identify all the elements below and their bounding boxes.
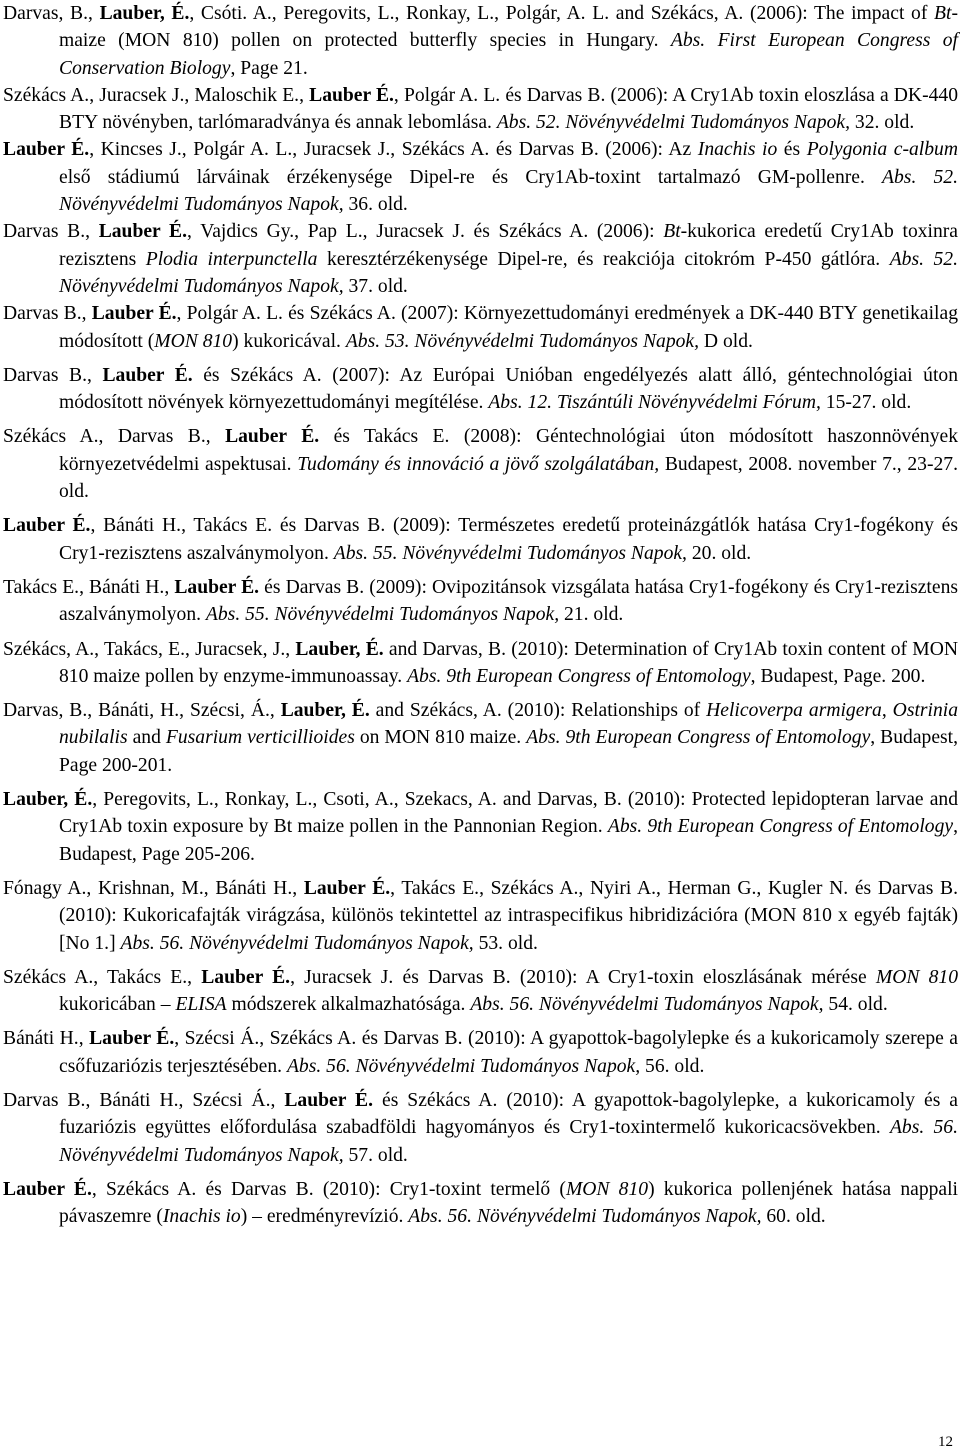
reference-text: , Peregovits, L., Ronkay, L., Csoti, A., Szekacs, A. and Darvas, B. (2010): Protected lepidopteran larvae and Cry1Ab toxin exposure by Bt maize pollen in the Pannonian Region.	[59, 789, 958, 838]
reference-text: Darvas B.,	[3, 364, 103, 386]
reference-text: and Darvas, B. (2010): Determination of Cry1Ab toxin content of MON 810 maize pollen by enzyme-immunoassay.	[59, 638, 958, 687]
reference-text: módszerek alkalmazhatósága.	[226, 994, 471, 1016]
author-highlight: Lauber É.	[102, 364, 193, 386]
italic-text: Polygonia c-album	[806, 139, 958, 161]
reference-text: és Darvas B. (2009): Ovipozitánsok vizsgálata hatása Cry1-fogékony és Cry1-rezisztens aszalványmolyon.	[59, 576, 958, 626]
author-highlight: Lauber É.	[174, 576, 260, 598]
reference-text: , Budapest, Page 205-206.	[59, 816, 958, 865]
reference-text: , Csóti. A., Peregovits, L., Ronkay, L., Polgár, A. L. and Székács, A. (2006): The impact of	[189, 3, 935, 24]
author-highlight: Lauber É.	[284, 1089, 374, 1111]
reference-text: kukoricában –	[59, 994, 176, 1016]
italic-text: Abs. 56. Növényvédelmi Tudományos Napok,	[408, 1206, 762, 1228]
author-highlight: Lauber, É.	[280, 700, 370, 722]
reference-text: D old.	[699, 330, 753, 352]
reference-text: , Polgár A. L. és Székács A. (2007): Környezettudományi eredmények a DK-440 BTY genetikailag módosított (	[59, 303, 958, 352]
author-highlight: Lauber É.	[201, 966, 291, 988]
reference-text: ) kukoricával.	[232, 330, 346, 352]
reference-text: 15-27. old.	[820, 392, 912, 414]
italic-text: Abs. 12. Tiszántúli Növényvédelmi Fórum,	[488, 392, 821, 414]
reference-text: ) kukorica pollenjének hatása nappali pávaszemre (	[59, 1178, 958, 1228]
reference-text: Darvas B.,	[3, 303, 92, 325]
reference-text: Takács E., Bánáti H.,	[3, 576, 175, 598]
reference-text: -maize (MON 810) pollen on protected butterfly species in Hungary.	[59, 3, 958, 52]
reference-text: Székács, A., Takács, E., Juracsek, J.,	[3, 638, 296, 660]
reference-text: , Juracsek J. és Darvas B. (2010): A Cry1-toxin eloszlásának mérése	[290, 966, 876, 988]
italic-text: Abs. 9th European Congress of Entomology	[607, 816, 954, 838]
reference-text: , Takács E., Székács A., Nyiri A., Herman G., Kugler N. és Darvas B. (2010): Kukoricafajták virágzása, különös tekintettel az intraspecifikus hibridizációra (MON 810 x egyéb fajták) [No 1.]	[59, 877, 958, 954]
author-highlight: Lauber, É.	[99, 3, 190, 24]
reference-text: , Kincses J., Polgár A. L., Juracsek J., Székács A. és Darvas B. (2006): Az	[89, 139, 698, 161]
italic-text: Abs. 55. Növényvédelmi Tudományos Napok,	[205, 604, 560, 626]
reference-text: és Székács A. (2010): A gyapottok-bagolylepke, a kukoricamoly és a fuzariózis együttes előfordulása szabadföldi hagyományos és Cry1-toxintermelő kukoricacsövekben.	[59, 1089, 958, 1139]
reference-text: ) – eredményrevízió.	[240, 1206, 409, 1228]
reference-text: Fónagy A., Krishnan, M., Bánáti H.,	[3, 877, 304, 899]
reference-text: Székács A., Juracsek J., Maloschik E.,	[3, 84, 310, 106]
page-number: 12	[938, 1434, 953, 1450]
reference-text: és	[777, 139, 807, 161]
author-highlight: Lauber É.	[3, 139, 90, 161]
italic-text: Abs. 52. Növényvédelmi Tudományos Napok,	[59, 166, 958, 216]
author-highlight: Lauber É.	[225, 426, 320, 448]
italic-text: MON 810	[875, 966, 958, 988]
italic-text: Helicoverpa armigera	[706, 700, 882, 722]
reference-text: , Vajdics Gy., Pap L., Juracsek J. és Székács A. (2006):	[187, 221, 664, 243]
reference-entry	[0, 964, 958, 1019]
italic-text: Abs. 55. Növényvédelmi Tudományos Napok,	[333, 542, 687, 564]
reference-text: Székács A., Takács E.,	[3, 966, 202, 988]
reference-entry	[0, 1176, 958, 1231]
reference-text: Bánáti H.,	[3, 1028, 90, 1050]
italic-text: Tudomány és innováció a jövő szolgálatában,	[297, 453, 660, 475]
italic-text: Abs. First European Congress of Conservation Biology	[59, 30, 958, 79]
author-highlight: Lauber É.	[91, 303, 177, 325]
italic-text: Abs. 53. Növényvédelmi Tudományos Napok,	[345, 330, 700, 352]
italic-text: MON 810	[565, 1178, 649, 1200]
reference-text: 57. old.	[343, 1144, 408, 1166]
reference-entry	[0, 875, 958, 957]
italic-text: Plodia interpunctella	[145, 248, 318, 270]
reference-entry	[0, 574, 958, 629]
reference-entry	[0, 636, 958, 691]
reference-text: -kukorica eredetű Cry1Ab toxinra rezisztens	[59, 221, 959, 270]
reference-text: 54. old.	[823, 994, 888, 1016]
reference-entry	[0, 362, 958, 417]
reference-text: 53. old.	[473, 932, 538, 954]
reference-text: első stádiumú lárváinak érzékenysége Dipel-re és Cry1Ab-toxint tartalmazó GM-pollenre.	[59, 166, 883, 188]
author-highlight: Lauber, É.	[295, 638, 384, 660]
author-highlight: Lauber É.	[3, 1178, 92, 1200]
italic-text: Fusarium verticillioides	[165, 727, 355, 749]
reference-text: , Bánáti H., Takács E. és Darvas B. (2009): Természetes eredetű proteinázgátlók hatása Cry1-fogékony és Cry1-rezisztens aszalványmolyon.	[59, 515, 958, 564]
italic-text: Bt	[663, 221, 681, 243]
reference-text: Darvas B.,	[3, 221, 99, 243]
italic-text: Abs. 52. Növényvédelmi Tudományos Napok,	[59, 248, 958, 297]
italic-text: Inachis io	[697, 139, 778, 161]
reference-text: and	[127, 727, 166, 749]
italic-text: Inachis io	[162, 1206, 241, 1228]
italic-text: Abs. 56. Növényvédelmi Tudományos Napok,	[470, 994, 824, 1016]
italic-text: ELISA	[175, 994, 227, 1016]
reference-text: , Page 21.	[230, 57, 308, 79]
reference-entry	[0, 1087, 958, 1169]
italic-text: Ostrinia nubilalis	[59, 700, 958, 749]
reference-text: 56. old.	[640, 1055, 705, 1077]
italic-text: Bt	[934, 3, 952, 24]
reference-entry	[0, 136, 958, 218]
italic-text: Abs. 9th European Congress of Entomology	[407, 665, 751, 687]
reference-text: 21. old.	[559, 604, 624, 626]
reference-text: , Szécsi Á., Székács A. és Darvas B. (2010): A gyapottok-bagolylepke és a kukoricamoly szerepe a csőfuzariózis terjesztésében.	[59, 1028, 959, 1077]
reference-text: Székács A., Darvas B.,	[3, 426, 226, 448]
reference-text: 37. old.	[343, 275, 408, 297]
reference-entry	[0, 786, 958, 868]
reference-text: Budapest, 2008. november 7., 23-27. old.	[59, 453, 958, 503]
reference-text: és Takács E. (2008): Géntechnológiai úton módosított haszonnövények környezetvédelmi aspektusai.	[59, 426, 958, 475]
reference-text: on MON 810 maize.	[354, 727, 527, 749]
reference-text: Darvas, B., Bánáti, H., Szécsi, Á.,	[3, 700, 281, 722]
reference-text: , Székács A. és Darvas B. (2010): Cry1-toxint termelő (	[91, 1178, 566, 1200]
reference-text: Darvas B., Bánáti H., Szécsi Á.,	[3, 1089, 285, 1111]
author-highlight: Lauber É.	[303, 877, 391, 899]
italic-text: Abs. 52. Növényvédelmi Tudományos Napok,	[496, 112, 850, 134]
author-highlight: Lauber É.	[309, 84, 394, 106]
reference-text: ,	[881, 700, 893, 722]
reference-text: 20. old.	[686, 542, 752, 564]
reference-text: Darvas, B.,	[3, 3, 100, 24]
reference-entry	[0, 82, 958, 137]
reference-entry	[0, 423, 958, 505]
author-highlight: Lauber, É.	[3, 789, 93, 811]
reference-text: 32. old.	[850, 112, 915, 134]
author-highlight: Lauber É.	[98, 221, 188, 243]
reference-entry	[0, 512, 958, 567]
italic-text: Abs. 9th European Congress of Entomology	[526, 727, 871, 749]
reference-text: és Székács A. (2007): Az Európai Unióban engedélyezés alatt álló, géntechnológiai úton módosított növények környezettudományi megítélése.	[59, 364, 958, 414]
reference-text: , Budapest, Page. 200.	[750, 665, 926, 687]
reference-entry	[0, 218, 958, 300]
author-highlight: Lauber É.	[3, 515, 91, 537]
reference-text: , Budapest, Page 200-201.	[59, 727, 958, 776]
reference-text: and Székács, A. (2010): Relationships of	[369, 700, 707, 722]
italic-text: Abs. 56. Növényvédelmi Tudományos Napok,	[120, 932, 474, 954]
italic-text: Abs. 56. Növényvédelmi Tudományos Napok,	[286, 1055, 641, 1077]
italic-text: Abs. 56. Növényvédelmi Tudományos Napok,	[59, 1117, 958, 1166]
reference-text: 36. old.	[343, 194, 408, 216]
reference-text: 60. old.	[761, 1206, 826, 1228]
reference-text: keresztérzékenysége Dipel-re, és reakciója citokróm P-450 gátlóra.	[317, 248, 890, 270]
reference-entry	[0, 697, 958, 779]
italic-text: MON 810	[154, 330, 233, 352]
reference-text: , Polgár A. L. és Darvas B. (2006): A Cry1Ab toxin eloszlása a DK-440 BTY növényben, tarlómaradványa és annak lebomlása.	[59, 84, 958, 134]
reference-entry	[0, 300, 958, 355]
reference-entry	[0, 0, 958, 82]
author-highlight: Lauber É.	[89, 1028, 175, 1050]
reference-entry	[0, 1025, 958, 1080]
